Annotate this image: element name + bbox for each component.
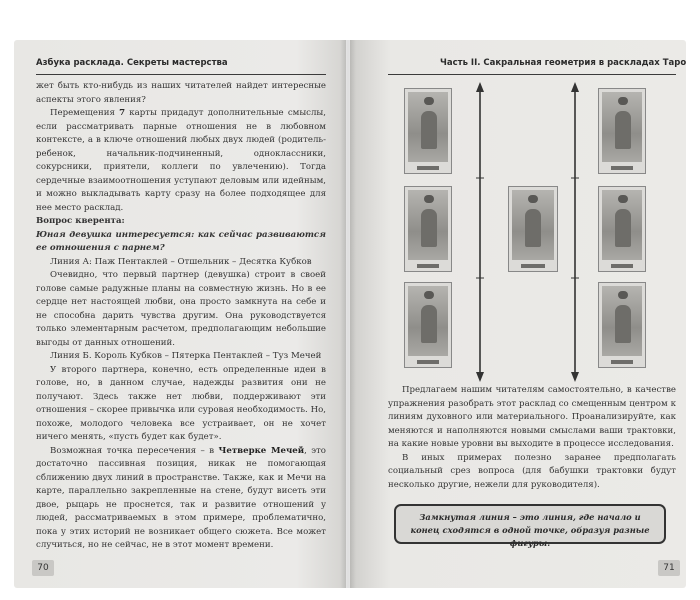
left-body-text [36, 80, 326, 553]
query-text: Юная девушка интересуется: как сейчас развиваются ее отношения с парнем? [36, 229, 326, 253]
paragraph: В иных примерах полезно заранее предполагать социальный срез вопроса (для бабушки трактовки будут несколько другие, нежели для руководителя). [388, 452, 676, 490]
paragraph [36, 445, 326, 553]
tarot-card [404, 282, 452, 368]
line-b-text: У второго партнера, конечно, есть определенные идеи в голове, но, в данном случае, надежды развития они не получают. Здесь также нет любви, поддерживают эти отношения – скорее привычка или суровая необходимость. Но, похоже, молодого человека все устраивает, он не хочет ничего менять, «пусть будет как будет». [36, 364, 326, 442]
line-a-label: Линия А: Паж Пентаклей – Отшельник – Десятка Кубков [50, 256, 312, 267]
tarot-card [404, 186, 452, 272]
card-name: Четверке Мечей [218, 445, 305, 456]
text-run: Возможная точка пересечения – в [50, 445, 219, 456]
line-b-label: Линия Б. Король Кубков – Пятерка Пентаклей – Туз Мечей [50, 351, 322, 361]
tarot-card [598, 282, 646, 368]
tarot-card [404, 88, 452, 174]
vertical-arrow-left [470, 82, 490, 382]
text-run: Перемещения [50, 108, 120, 118]
paragraph [36, 107, 326, 215]
tarot-card [598, 186, 646, 272]
card-count: 7 [119, 108, 126, 118]
text-run: карты придадут дополнительные смыслы, если рассматривать парные отношения не в любовном контексте, а в ключе отношений любых двух людей (родитель-ребенок, начальник-подчиненный, одноклассники, сокурсники, приятели, коллеги по увлечению). Тогда сердечные взаимоотношения уступают деловым или идейным, и можно выкладывать карту сразу на более подходящее для нее место расклад. [36, 108, 326, 213]
right-header-rule [388, 74, 676, 75]
paragraph: жет быть кто-нибудь из наших читателей найдет интересные аспекты этого явления? [36, 81, 326, 105]
paragraph: Предлагаем нашим читателям самостоятельно, в качестве упражнения разобрать этот расклад со смещенным центром к линиям духовного или материального. Проанализируйте, как меняются и наполняются новыми смыслами ваши трактовки, на какие новые уровни вы выходите в процессе исследования. [388, 385, 676, 449]
line-a-text: Очевидно, что первый партнер (девушка) строит в своей голове самые радужные планы на совместную жизнь. Но в ее сердце нет настоящей любви, она просто замкнута на себе и не способна дарить чувства другим. Она руководствуется только элементарным расчетом, предполагающим небольшие выгоды от данных отношений. [36, 270, 326, 348]
tarot-card [508, 186, 558, 272]
text-run: , это достаточно пассивная позиция, никак не помогающая сближению двух линий в пространстве. Также, как и Мечи на карте, параллельно закрепленные на стене, будут висеть эти двое, рыцарь не проснется, так и развитие отношений у людей, рассматриваемых в этом примере, проблематично, пока у этих историй не возникает общего сюжета. Все может случиться, но не сейчас, не в этот момент времени. [36, 445, 326, 550]
book-gutter [340, 40, 356, 588]
left-running-header: Азбука расклада. Секреты мастерства [36, 58, 228, 68]
tarot-card [598, 88, 646, 174]
vertical-arrow-right [565, 82, 585, 382]
right-body-text [388, 384, 676, 492]
right-running-header: Часть II. Сакральная геометрия в раскладах Таро [440, 58, 687, 68]
definition-callout: Замкнутая линия – это линия, где начало и конец сходятся в одной точке, образуя разные фигуры. [394, 504, 666, 544]
query-label: Вопрос кверента: [36, 216, 125, 226]
left-page-number: 70 [32, 560, 54, 576]
left-header-rule [36, 74, 326, 75]
right-page-number: 71 [658, 560, 680, 576]
